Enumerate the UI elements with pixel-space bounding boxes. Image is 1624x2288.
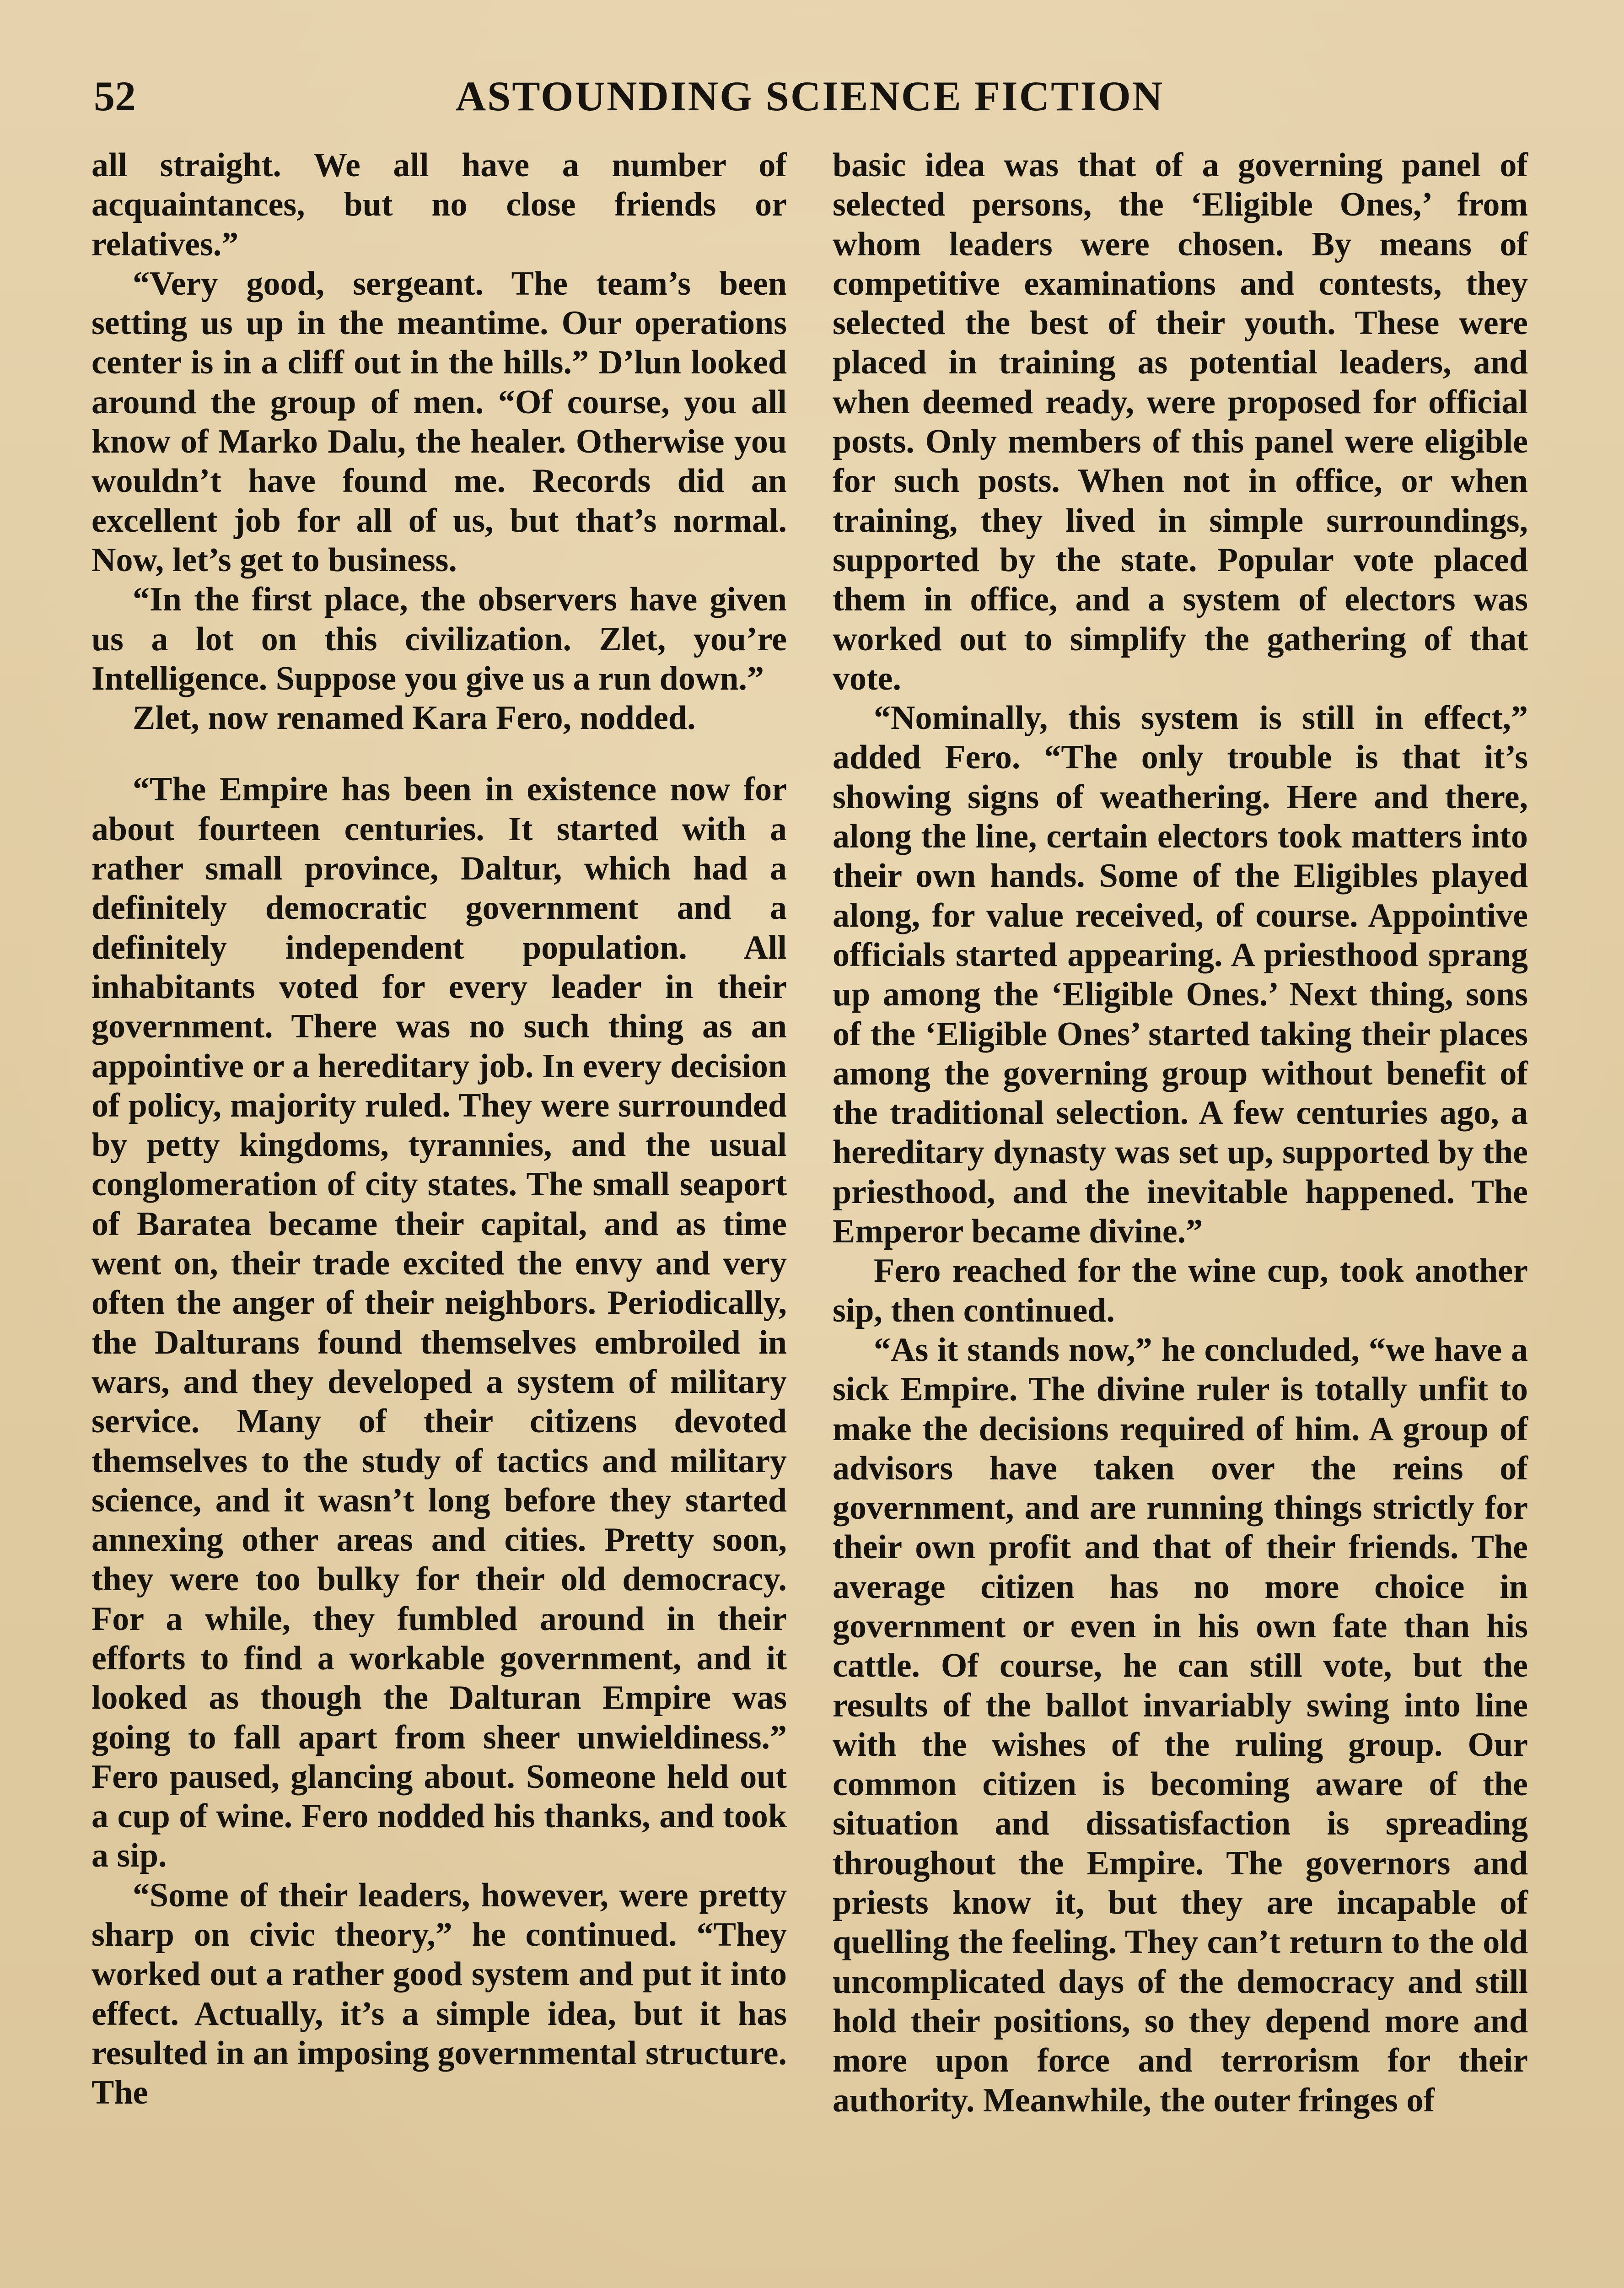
- left-text-column: [91, 146, 787, 2113]
- paragraph: “Very good, sergeant. The team’s been setting us up in the meantime. Our operations center is in a cliff out in the hills.” D’lun looked around the group of men. “Of course, you all know of Marko Dalu, the healer. Otherwise you wouldn’t have found me. Records did an excellent job for all of us, but that’s normal. Now, let’s get to business.: [91, 264, 787, 579]
- page-number: 52: [94, 73, 136, 119]
- paragraph: Zlet, now renamed Kara Fero, nodded.: [133, 699, 696, 737]
- paragraph: all straight. We all have a number of acquaintances, but no close friends or relatives.”: [91, 146, 787, 263]
- paragraph: “In the first place, the observers have given us a lot on this civilization. Zlet, you’re Intelligence. Suppose you give us a run down.”: [91, 581, 787, 697]
- paragraph: “The Empire has been in existence now for about fourteen centuries. It started with a rather small province, Daltur, which had a definitely democratic government and a definitely independent population. All inhabitants voted for every leader in their government. There was no such thing as an appointive or a hereditary job. In every decision of policy, majority ruled. They were surrounded by petty kingdoms, tyrannies, and the usual conglomeration of city states. The small seaport of Baratea became their capital, and as time went on, their trade excited the envy and very often the anger of their neighbors. Periodically, the Dalturans found themselves embroiled in wars, and they developed a system of military service. Many of their citizens devoted themselves to the study of tactics and military science, and it wasn’t long before they started annexing other areas and cities. Pretty soon, they were too bulky for their old democracy. For a while, they fumbled around in their efforts to find a workable government, and it looked as though the Dalturan Empire was going to fall apart from sheer unwieldiness.” Fero paused, glancing about. Someone held out a cup of wine. Fero nodded his thanks, and took a sip.: [91, 771, 787, 1875]
- paragraph: Fero reached for the wine cup, took another sip, then continued.: [833, 1252, 1528, 1329]
- paragraph: “As it stands now,” he concluded, “we have a sick Empire. The divine ruler is totally unfit to make the decisions required of him. A group of advisors have taken over the reins of government, and are running things strictly for their own profit and that of their friends. The average citizen has no more choice in government or even in his own fate than his cattle. Of course, he can still vote, but the results of the ballot invariably swing into line with the wishes of the ruling group. Our common citizen is becoming aware of the situation and dissatisfaction is spreading throughout the Empire. The governors and priests know it, but they are incapable of quelling the feeling. They can’t return to the old uncomplicated days of the democracy and still hold their positions, so they depend more and more upon force and terrorism for their authority. Meanwhile, the outer fringes of: [833, 1331, 1528, 2119]
- paragraph: basic idea was that of a governing panel of selected persons, the ‘Eligible Ones,’ from whom leaders were chosen. By means of competitive examinations and contests, they selected the best of their youth. These were placed in training as potential leaders, and when deemed ready, were proposed for official posts. Only members of this panel were eligible for such posts. When not in office, or when training, they lived in simple surroundings, supported by the state. Popular vote placed them in office, and a system of electors was worked out to simplify the gathering of that vote.: [833, 146, 1528, 697]
- running-title: ASTOUNDING SCIENCE FICTION: [455, 73, 1164, 119]
- page-header: [94, 69, 1526, 137]
- paragraph: “Some of their leaders, however, were pretty sharp on civic theory,” he continued. “They worked out a rather good system and put it into effect. Actually, it’s a simple idea, but it has resulted in an imposing governmental structure. The: [91, 1876, 787, 2112]
- right-text-column: [833, 146, 1528, 2120]
- paragraph: “Nominally, this system is still in effect,” added Fero. “The only trouble is that it’s showing signs of weathering. Here and there, along the line, certain electors took matters into their own hands. Some of the Eligibles played along, for value received, of course. Appointive officials started appearing. A priesthood sprang up among the ‘Eligible Ones.’ Next thing, sons of the ‘Eligible Ones’ started taking their places among the governing group without benefit of the traditional selection. A few centuries ago, a hereditary dynasty was set up, supported by the priesthood, and the inevitable happened. The Emperor became divine.”: [833, 699, 1528, 1251]
